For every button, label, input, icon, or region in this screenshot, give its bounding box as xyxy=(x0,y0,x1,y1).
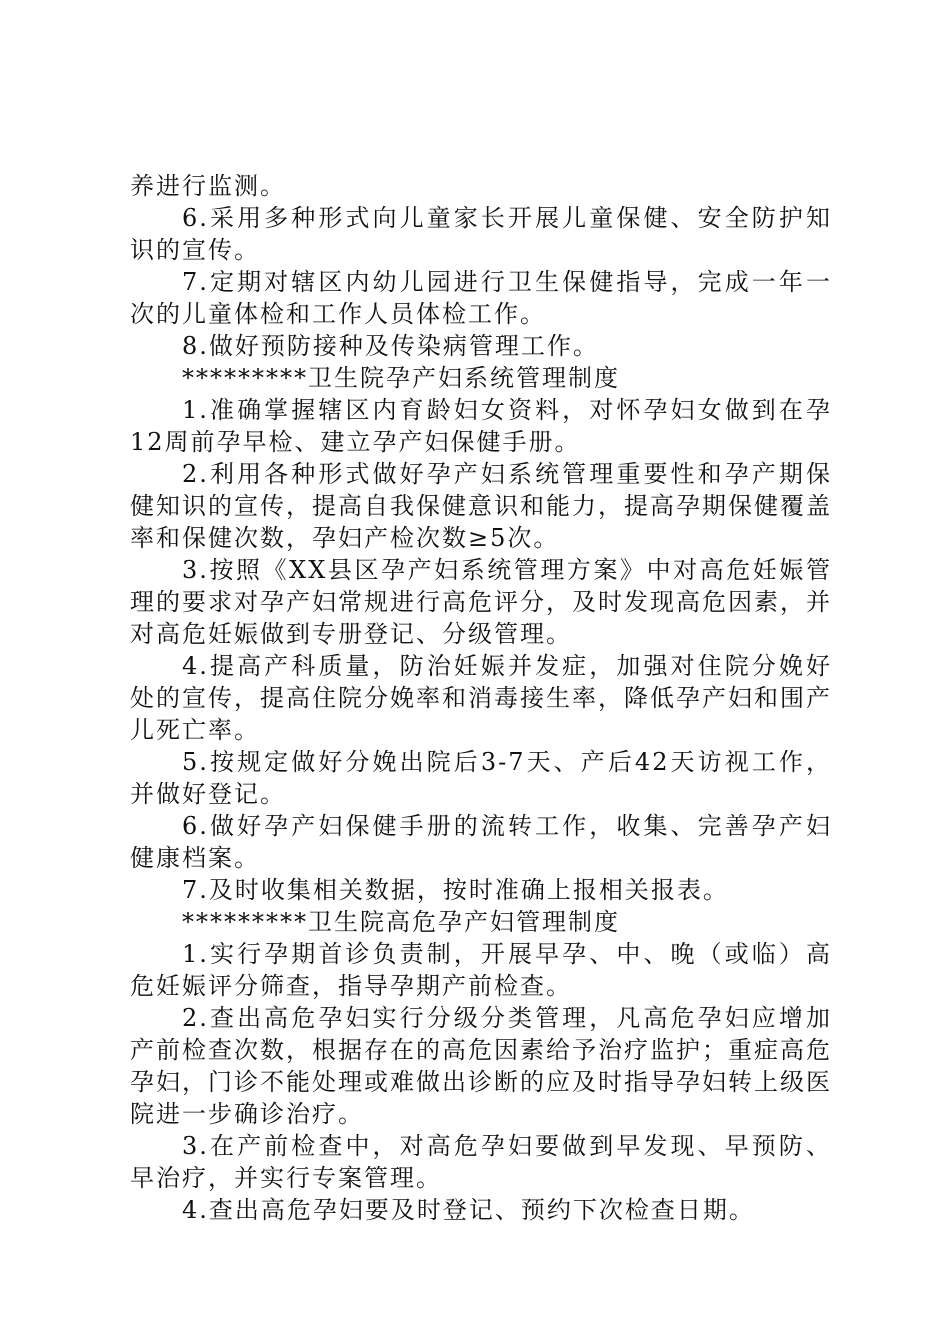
list-item: 7.定期对辖区内幼儿园进行卫生保健指导，完成一年一次的儿童体检和工作人员体检工作。 xyxy=(130,268,832,328)
section-heading: *********卫生院高危孕产妇管理制度 xyxy=(182,908,620,936)
list-item: 4.查出高危孕妇要及时登记、预约下次检查日期。 xyxy=(182,1196,755,1224)
paragraph-continuation: 养进行监测。 xyxy=(130,172,286,200)
list-item: 5.按规定做好分娩出院后3-7天、产后42天访视工作，并做好登记。 xyxy=(130,748,832,808)
list-item: 8.做好预防接种及传染病管理工作。 xyxy=(182,332,599,360)
list-item: 3.按照《XX县区孕产妇系统管理方案》中对高危妊娠管理的要求对孕产妇常规进行高危评分，及时发现高危因素，并对高危妊娠做到专册登记、分级管理。 xyxy=(130,556,832,648)
list-item: 6.做好孕产妇保健手册的流转工作，收集、完善孕产妇健康档案。 xyxy=(130,812,832,872)
list-item: 3.在产前检查中，对高危孕妇要做到早发现、早预防、早治疗，并实行专案管理。 xyxy=(130,1132,832,1192)
list-item: 1.准确掌握辖区内育龄妇女资料，对怀孕妇女做到在孕12周前孕早检、建立孕产妇保健手册。 xyxy=(130,396,832,456)
list-item: 4.提高产科质量，防治妊娠并发症，加强对住院分娩好处的宣传，提高住院分娩率和消毒接生率，降低孕产妇和围产儿死亡率。 xyxy=(130,652,832,744)
list-item: 2.查出高危孕妇实行分级分类管理，凡高危孕妇应增加产前检查次数，根据存在的高危因素给予治疗监护；重症高危孕妇，门诊不能处理或难做出诊断的应及时指导孕妇转上级医院进一步确诊治疗。 xyxy=(130,1004,832,1128)
list-item: 7.及时收集相关数据，按时准确上报相关报表。 xyxy=(182,876,729,904)
list-item: 1.实行孕期首诊负责制，开展早孕、中、晚（或临）高危妊娠评分筛查，指导孕期产前检查。 xyxy=(130,940,832,1000)
list-item: 6.采用多种形式向儿童家长开展儿童保健、安全防护知识的宣传。 xyxy=(130,204,832,264)
list-item: 2.利用各种形式做好孕产妇系统管理重要性和孕产期保健知识的宣传，提高自我保健意识和能力，提高孕期保健覆盖率和保健次数，孕妇产检次数≥5次。 xyxy=(130,460,832,552)
document-body xyxy=(130,170,832,1226)
section-heading: *********卫生院孕产妇系统管理制度 xyxy=(182,364,620,392)
